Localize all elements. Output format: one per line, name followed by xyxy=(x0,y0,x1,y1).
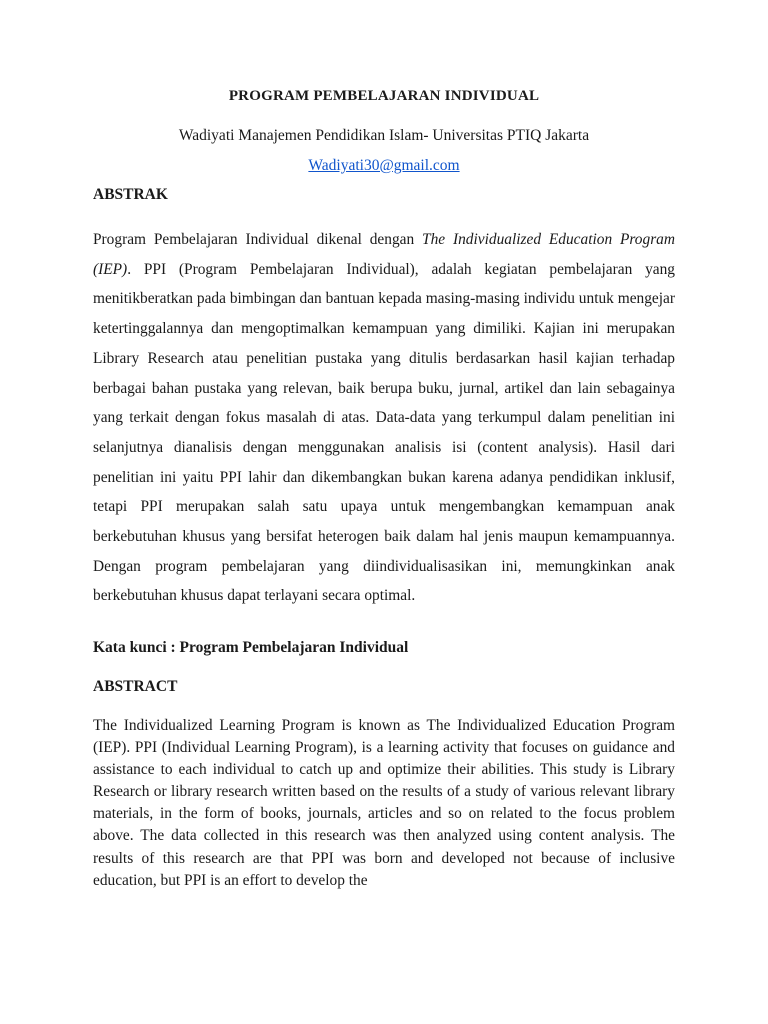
abstrak-paragraph xyxy=(93,225,675,611)
email-link[interactable]: Wadiyati30@gmail.com xyxy=(308,157,460,174)
abstrak-text-start: Program Pembelajaran Individual dikenal dengan xyxy=(93,231,423,248)
paper-title: PROGRAM PEMBELAJARAN INDIVIDUAL xyxy=(228,88,540,104)
abstrak-text-italic: The Individualized Education Program (IEP) xyxy=(93,231,675,278)
keywords-line: Kata kunci : Program Pembelajaran Individual xyxy=(93,639,409,656)
abstract-heading: ABSTRACT xyxy=(93,678,178,695)
abstrak-text-rest: . PPI (Program Pembelajaran Individual), adalah kegiatan pembelajaran yang menitikberatkan pada bimbingan dan bantuan kepada masing-masing individu untuk mengejar ketertinggalannya dan mengoptimalkan kemampuan yang dimiliki. Kajian ini merupakan Library Research atau penelitian pustaka yang ditulis berdasarkan hasil kajian terhadap berbagai bahan pustaka yang relevan, baik berupa buku, jurnal, artikel dan lain sebagainya yang terkait dengan fokus masalah di atas. Data-data yang terkumpul dalam penelitian ini selanjutnya dianalisis dengan menggunakan analisis isi (content analysis). Hasil dari penelitian ini yaitu PPI lahir dan dikembangkan bukan karena adanya pendidikan inklusif, tetapi PPI merupakan salah satu upaya untuk mengembangkan kemampuan anak berkebutuhan khusus yang bersifat heterogen baik dalam hal jenis maupun kemampuannya. Dengan program pembelajaran yang diindividualisasikan ini, memungkinkan anak berkebutuhan khusus dapat terlayani secara optimal. xyxy=(93,260,675,605)
author-email xyxy=(0,157,768,175)
author-affiliation: Wadiyati Manajemen Pendidikan Islam- Universitas PTIQ Jakarta xyxy=(178,127,590,144)
abstrak-heading: ABSTRAK xyxy=(93,186,168,203)
abstract-paragraph: The Individualized Learning Program is known as The Individualized Education Program (IEP). PPI (Individual Learning Program), is a learning activity that focuses on guidance and assistance to each individual to catch up and optimize their abilities. This study is Library Research or library research written based on the results of a study of various relevant library materials, in the form of books, journals, articles and so on related to the focus problem above. The data collected in this research was then analyzed using content analysis. The results of this research are that PPI was born and developed not because of inclusive education, but PPI is an effort to develop the xyxy=(93,717,675,889)
